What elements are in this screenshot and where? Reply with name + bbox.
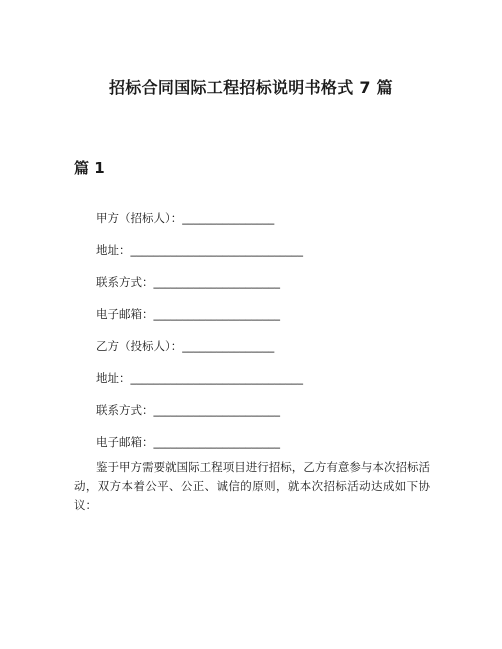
party-a-address-field: 地址：______________________________ bbox=[96, 243, 303, 257]
party-b-contact-field: 联系方式：______________________ bbox=[96, 403, 280, 417]
party-b-label-field: 乙方（投标人）：________________ bbox=[96, 339, 275, 353]
party-a-contact-field: 联系方式：______________________ bbox=[96, 275, 280, 289]
party-b-email-field: 电子邮箱：______________________ bbox=[96, 435, 280, 449]
document-title: 招标合同国际工程招标说明书格式 7 篇 bbox=[109, 78, 393, 97]
section-heading: 篇 1 bbox=[74, 159, 105, 177]
agreement-paragraph: 鉴于甲方需要就国际工程项目进行招标，乙方有意参与本次招标活动，双方本着公平、公正、诚信的原则，就本次招标活动达成如下协议： bbox=[74, 460, 430, 512]
party-a-label-field: 甲方（招标人）：________________ bbox=[96, 211, 275, 225]
party-a-email-field: 电子邮箱：______________________ bbox=[96, 307, 280, 321]
party-b-address-field: 地址：______________________________ bbox=[96, 371, 303, 385]
